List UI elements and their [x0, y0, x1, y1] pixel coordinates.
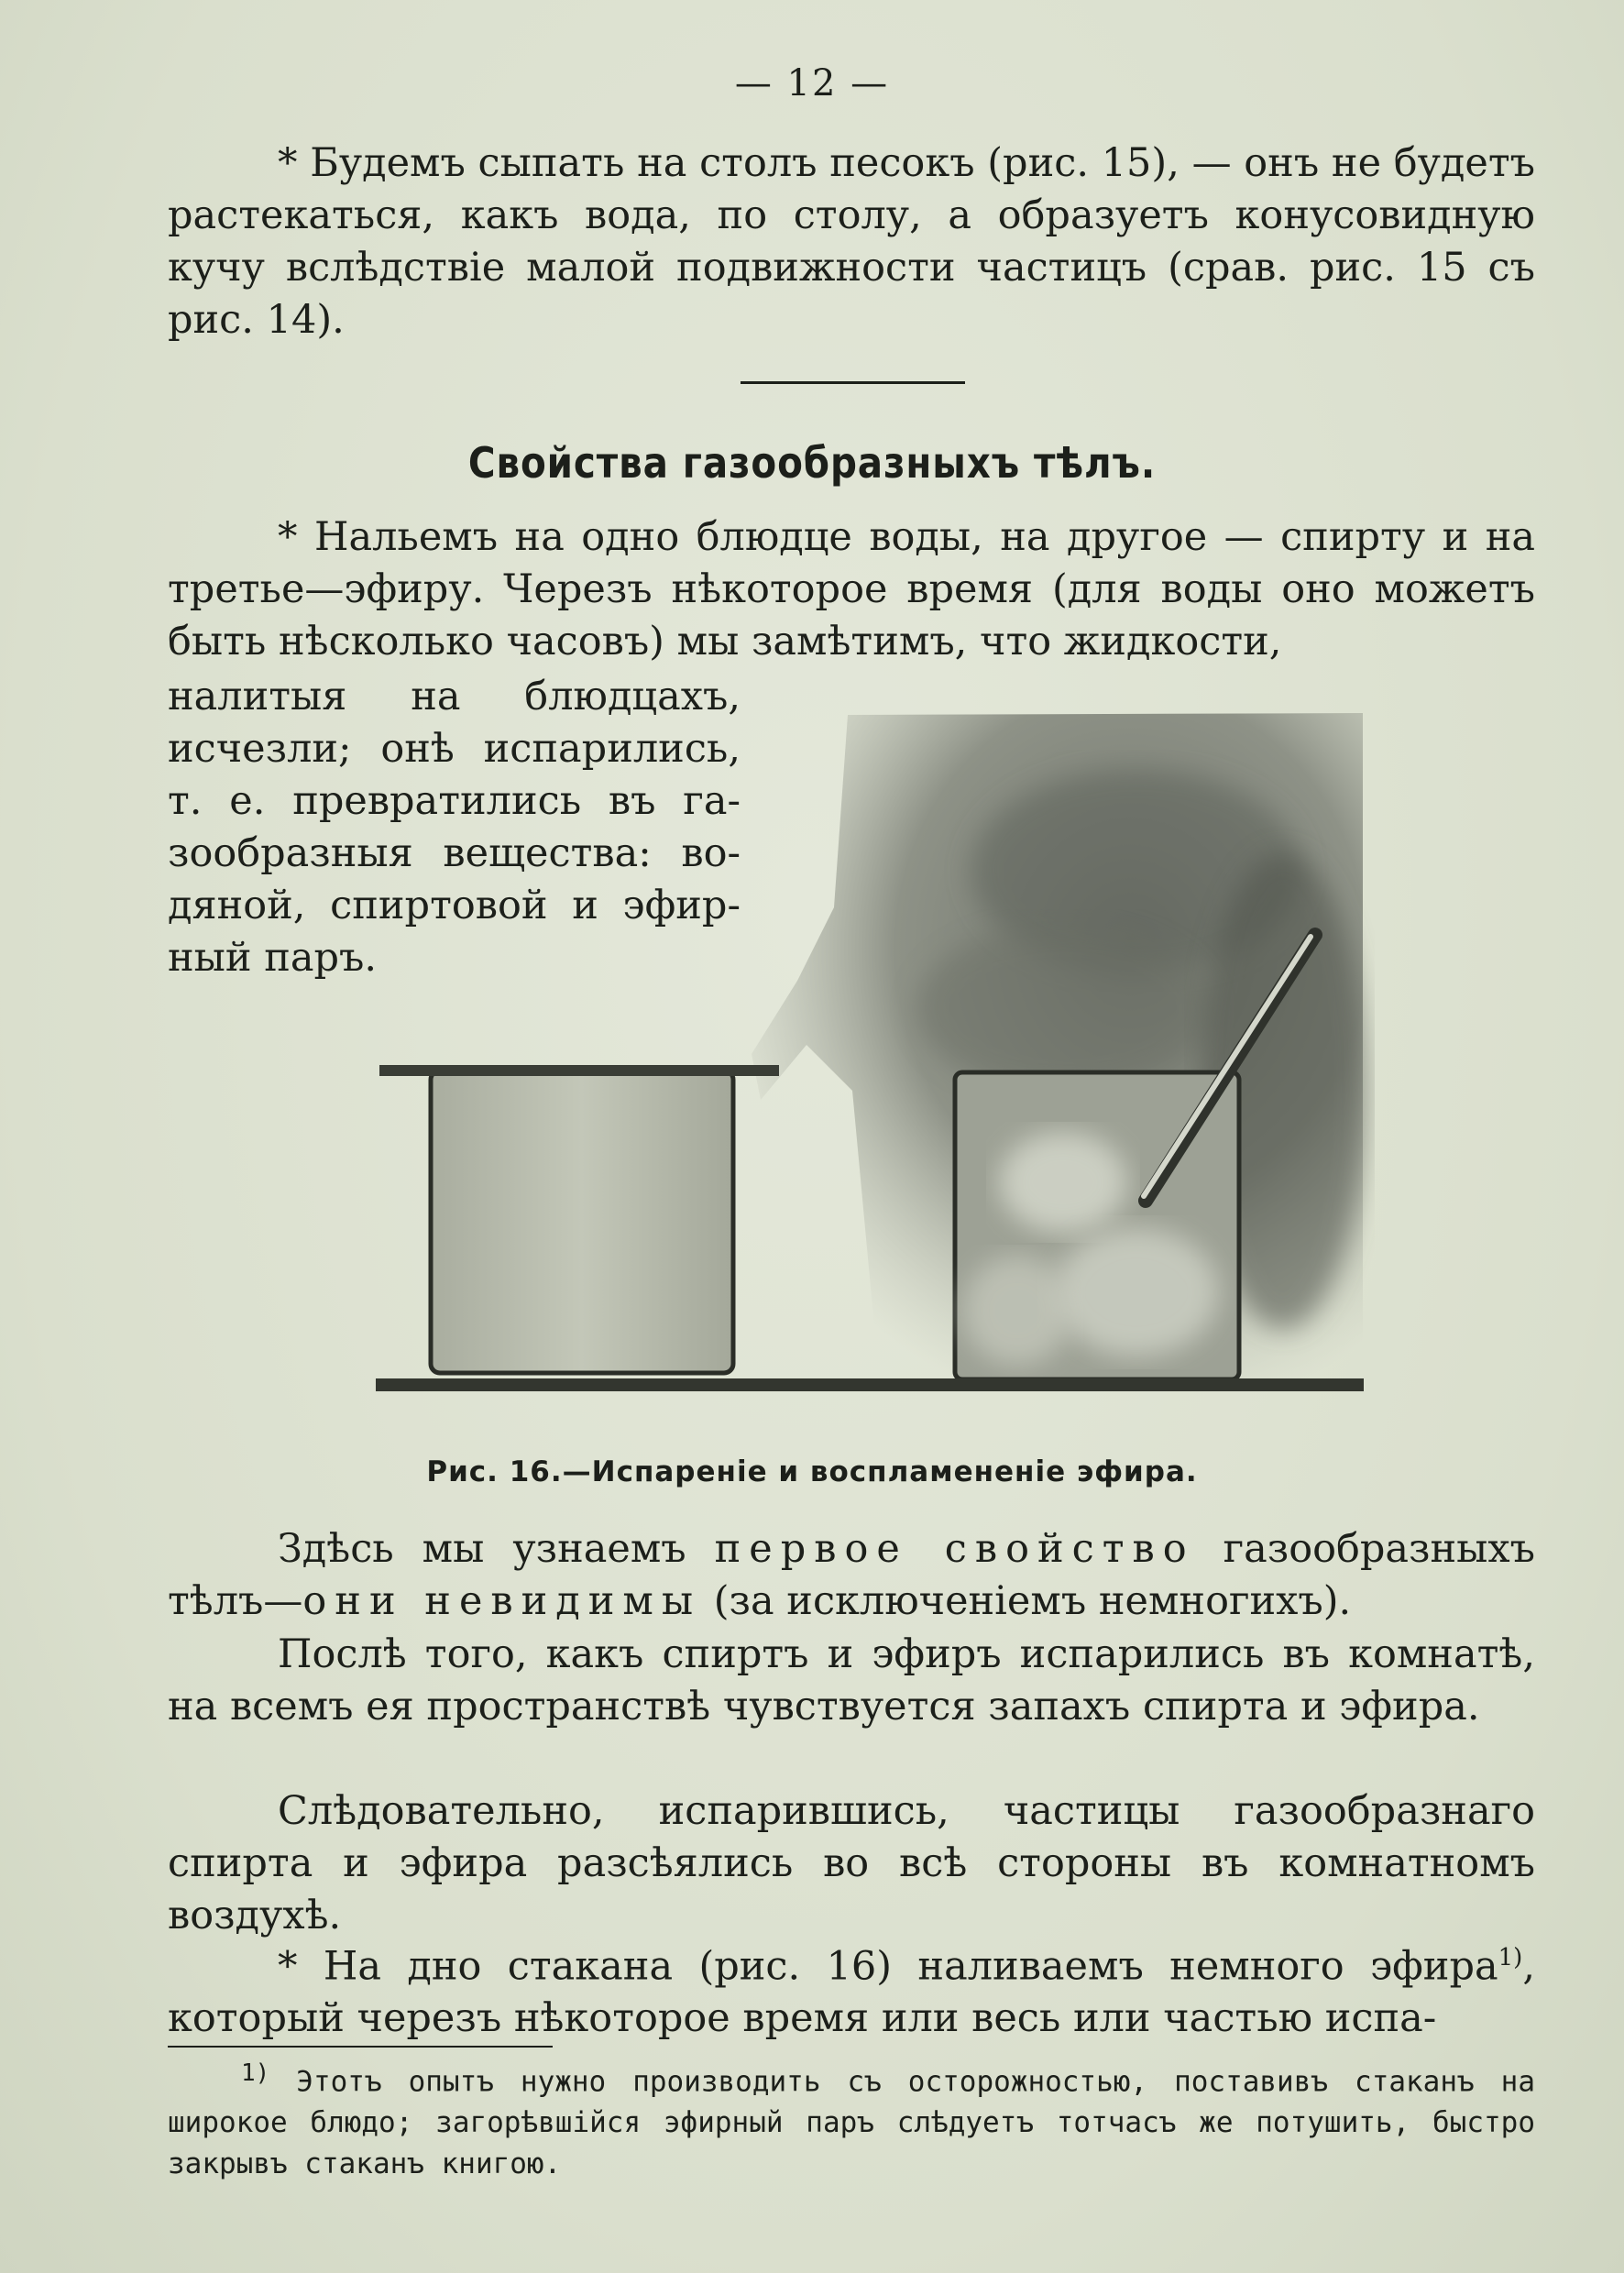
- figure-evaporation-illustration: [367, 706, 1375, 1439]
- paragraph-sand: [168, 137, 1535, 346]
- figure-caption: Рис. 16.—Испареніе и воспламененіе эфира.: [426, 1455, 1198, 1488]
- flame-glow: [962, 1256, 1072, 1366]
- paragraph-dispersion-text: Слѣдовательно, испарившись, частицы газообразнаго спирта и эфира разсѣялись во всѣ стороны въ комнатномъ воздухѣ.: [168, 1788, 1535, 1938]
- section-divider: [741, 381, 965, 384]
- side-line: налитыя на блюдцахъ,: [168, 674, 741, 719]
- table-surface: [376, 1378, 1364, 1391]
- footnote-divider: [168, 2046, 553, 2048]
- footnote-reference: 1): [1498, 1944, 1523, 1971]
- paragraph-smell: [168, 1629, 1535, 1733]
- side-line: ный паръ.: [168, 935, 378, 981]
- footnote-mark: 1): [241, 2059, 270, 2087]
- glass-lid: [379, 1065, 779, 1076]
- side-line: дяной, спиртовой и эфир-: [168, 883, 741, 928]
- glass-empty: [431, 1071, 733, 1373]
- paragraph-ether-glass: [168, 1932, 1535, 2045]
- text-segment: Здѣсь мы узнаемъ: [278, 1526, 715, 1572]
- text-segment: газообразныхъ тѣлъ—: [168, 1526, 1536, 1624]
- footnote: [168, 2053, 1535, 2185]
- text-emphasis: первое свойство: [714, 1526, 1195, 1572]
- flame-glow: [999, 1132, 1127, 1233]
- page-number: — 12 —: [734, 62, 890, 104]
- side-line: т. е. превратились въ га-: [168, 778, 741, 824]
- side-line: зообразныя вещества: во-: [168, 830, 741, 876]
- paragraph-sand-text: * Будемъ сыпать на столъ песокъ (рис. 15), — онъ не будетъ растекаться, какъ вода, по столу, а образуетъ конусовидную кучу вслѣдствіе малой подвижности частицъ (срав. рис. 15 съ рис. 14).: [168, 140, 1535, 343]
- section-heading: Свойства газообразныхъ тѣлъ.: [467, 438, 1157, 488]
- paragraph-evaporation: [168, 511, 1535, 668]
- text-segment: (за исключеніемъ немногихъ).: [701, 1578, 1352, 1624]
- text-segment: , который черезъ нѣкоторое время или весь или частью испа-: [168, 1943, 1535, 2042]
- paragraph-invisible: [168, 1523, 1535, 1628]
- text-segment: * На дно стакана (рис. 16) наливаемъ немного эфира: [278, 1943, 1498, 1990]
- paragraph-smell-text: Послѣ того, какъ спиртъ и эфиръ испарились въ комнатѣ, на всемъ ея пространствѣ чувствуется запахъ спирта и эфира.: [168, 1631, 1535, 1729]
- flame-glow: [1054, 1228, 1219, 1356]
- paragraph-dispersion: [168, 1785, 1535, 1942]
- paragraph-evaporation-text: * Нальемъ на одно блюдце воды, на другое — спирту и на третье—эфиру. Черезъ нѣкоторое время (для воды оно можетъ быть нѣсколько часовъ) мы замѣтимъ, что жидкости,: [168, 514, 1535, 664]
- footnote-text: Этотъ опытъ нужно производить съ осторожностью, поставивъ стаканъ на широкое блюдо; загорѣвшійся эфирный паръ слѣдуетъ тотчасъ же потушить, быстро закрывъ стаканъ книгою.: [168, 2065, 1535, 2181]
- text-emphasis: они невидимы: [302, 1578, 702, 1624]
- vapor-plume: [916, 926, 1210, 1091]
- side-line: исчезли; онѣ испарились,: [168, 726, 741, 772]
